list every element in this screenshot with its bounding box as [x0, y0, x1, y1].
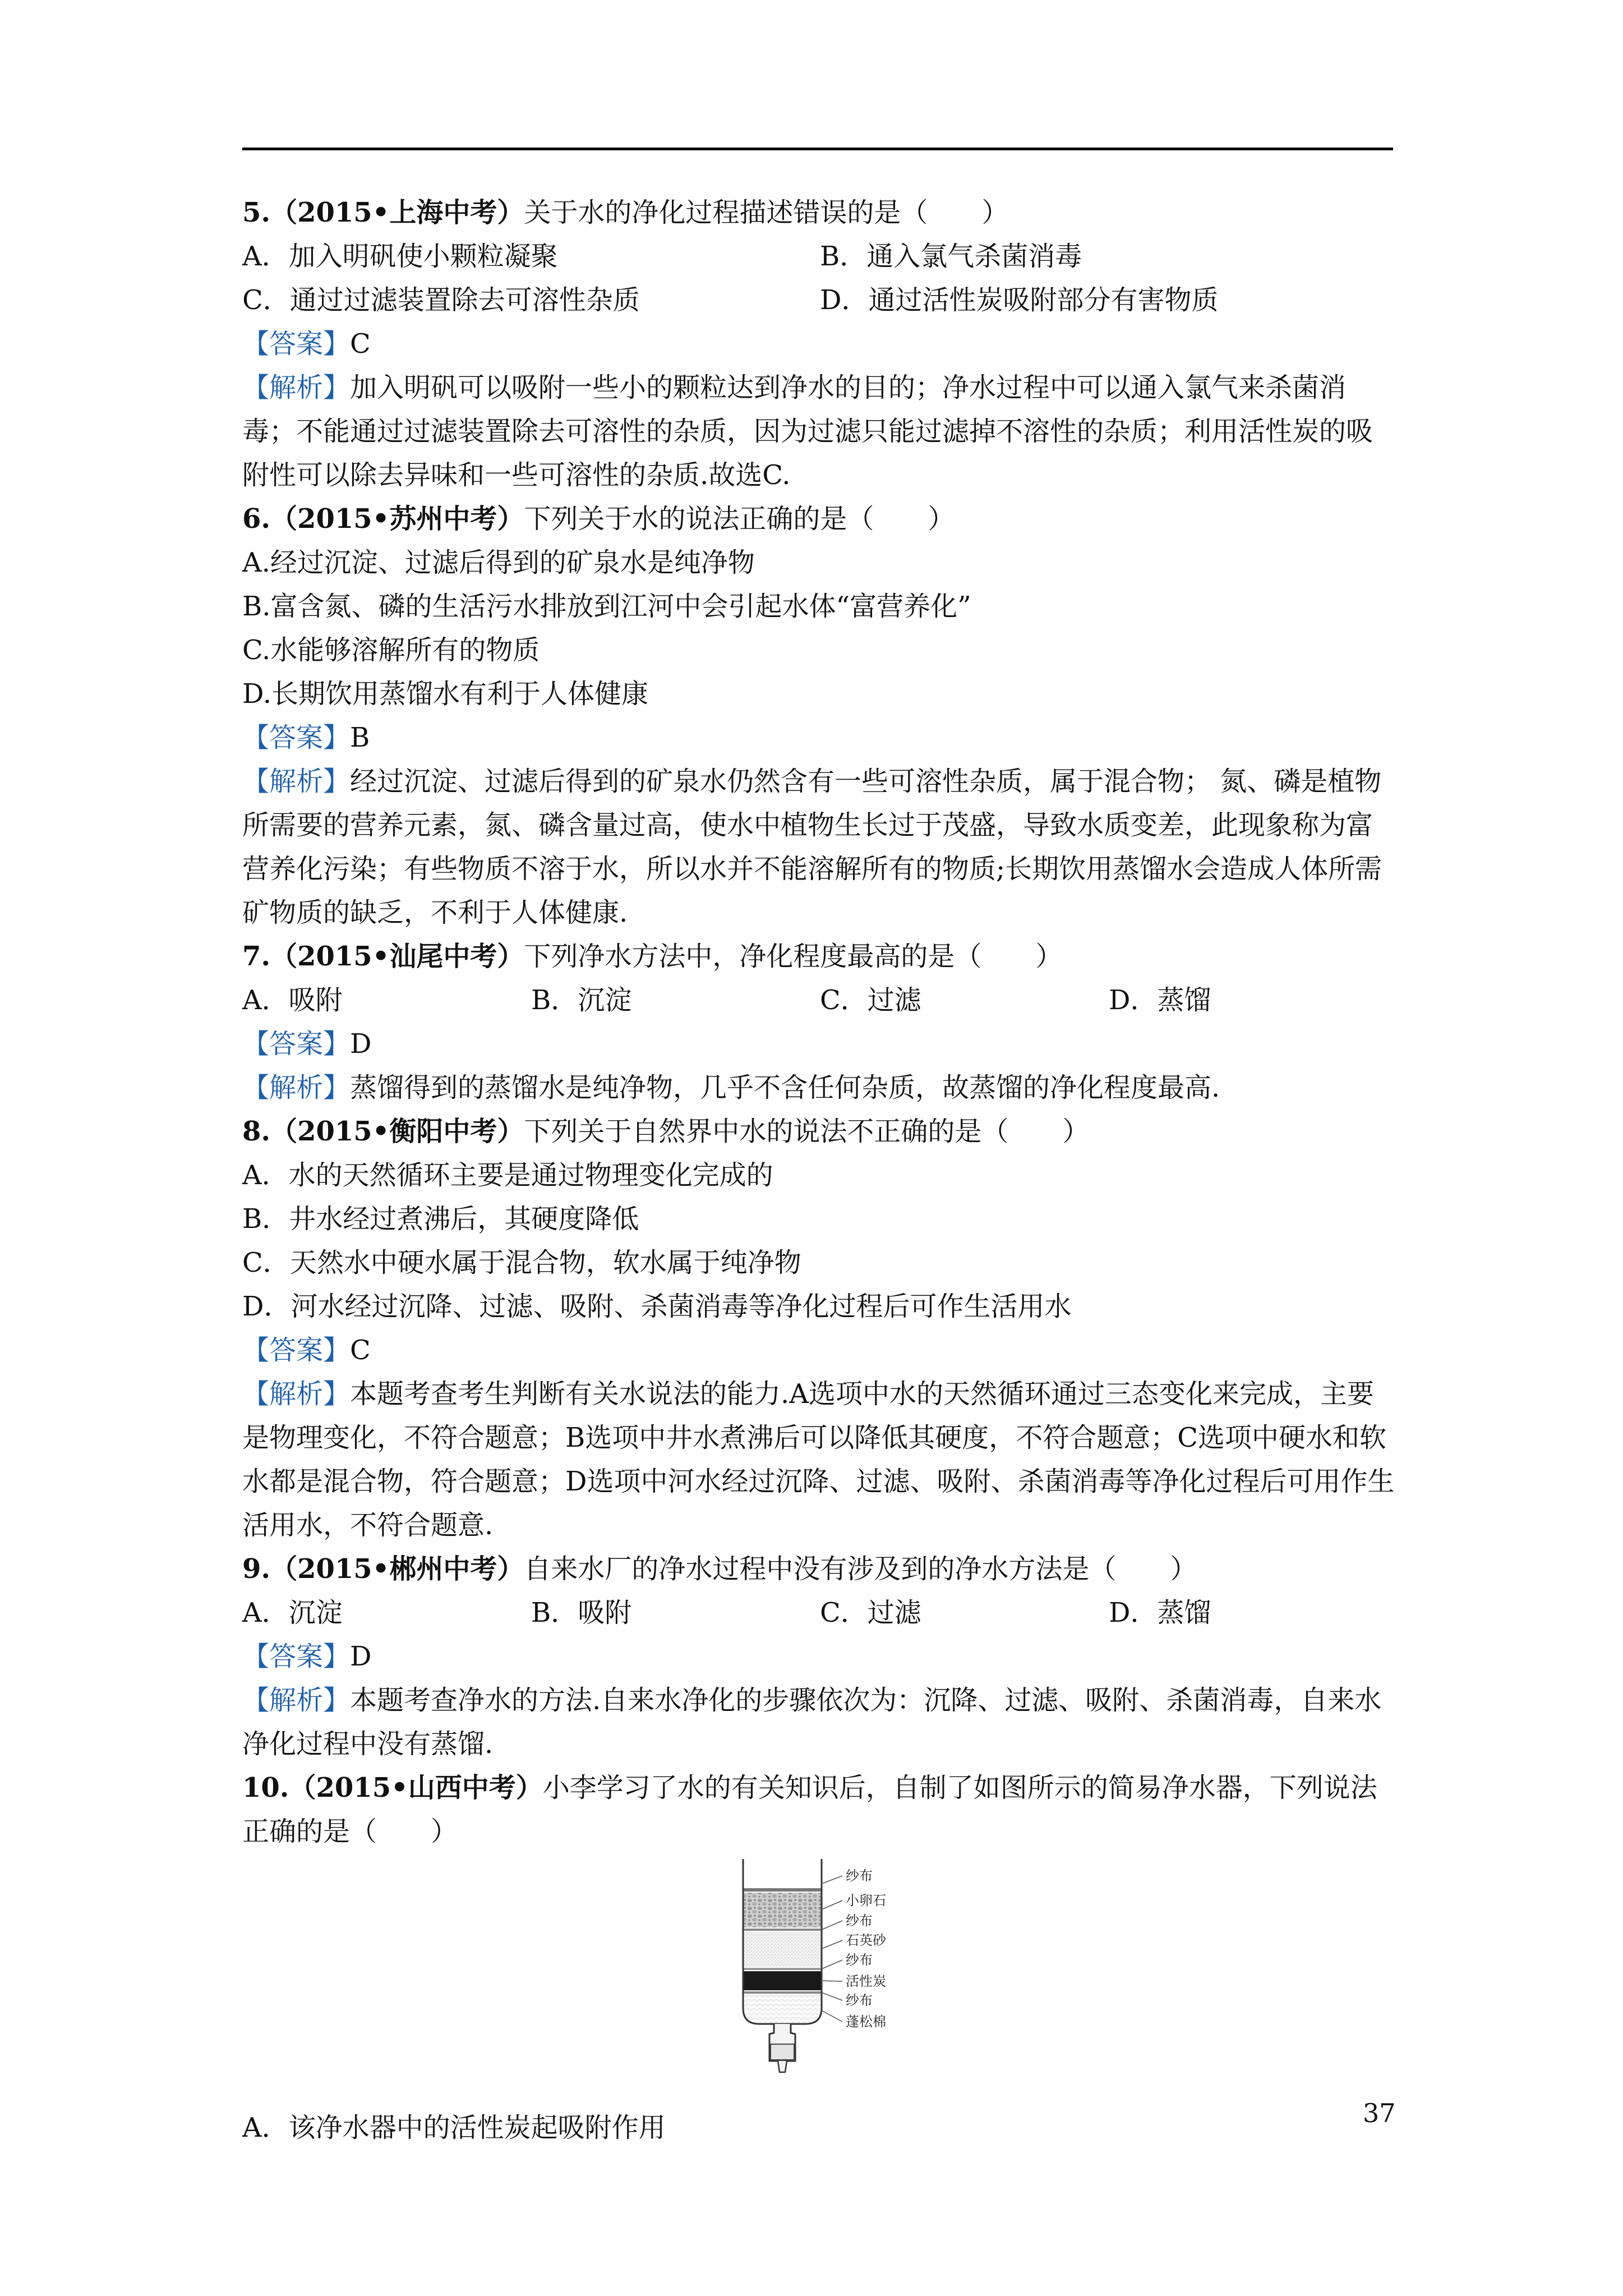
q5-option-c: C．通过过滤装置除去可溶性杂质 [242, 284, 640, 316]
q6-option-d: D.长期饮用蒸馏水有利于人体健康 [242, 678, 649, 710]
question-9-number: 9.（2015•郴州中考） [242, 1553, 524, 1585]
q9-option-d: D．蒸馏 [1109, 1597, 1211, 1628]
q6-option-c: C.水能够溶解所有的物质 [242, 634, 540, 666]
q7-option-c: C．过滤 [820, 984, 921, 1016]
question-9-stem: 自来水厂的净水过程中没有涉及到的净水方法是（ ） [524, 1553, 1197, 1585]
question-9-analysis [242, 1678, 1398, 1766]
question-5-analysis [242, 366, 1398, 497]
q6-option-b: B.富含氮、磷的生活污水排放到江河中会引起水体“富营养化” [242, 591, 971, 622]
question-5-answer [242, 322, 1398, 366]
question-10-stem: 小李学习了水的有关知识后，自制了如图所示的简易净水器，下列说法正确的是（ ） [242, 1772, 1377, 1847]
figure-labels [846, 1868, 887, 2030]
q7-answer-value: D [350, 1028, 372, 1060]
analysis-label: 【解析】 [242, 1378, 351, 1410]
label-gauze-1: 纱布 [846, 1868, 873, 1884]
gauze-layer-top [743, 1888, 822, 1892]
water-filter-diagram [242, 1859, 1398, 2095]
question-5 [242, 191, 1398, 234]
label-gauze-3: 纱布 [846, 1952, 873, 1968]
answer-label: 【答案】 [242, 1028, 351, 1060]
q9-answer-value: D [350, 1641, 372, 1672]
filter-column [743, 1859, 822, 2072]
question-8 [242, 1110, 1398, 1153]
answer-label: 【答案】 [242, 722, 351, 753]
q8-option-c: C．天然水中硬水属于混合物，软水属于纯净物 [242, 1247, 801, 1278]
question-7-answer [242, 1022, 1398, 1066]
question-7-stem: 下列净水方法中，净化程度最高的是（ ） [524, 941, 1063, 972]
water-filter-figure [242, 1859, 1398, 2095]
q7-analysis-text: 蒸馏得到的蒸馏水是纯净物，几乎不含任何杂质，故蒸馏的净化程度最高. [350, 1072, 1220, 1103]
q7-option-a: A．吸附 [242, 984, 343, 1016]
gauze-layer-4 [743, 1991, 822, 1994]
question-6-stem: 下列关于水的说法正确的是（ ） [524, 503, 955, 535]
q9-option-b: B．吸附 [531, 1597, 632, 1628]
question-7 [242, 935, 1398, 978]
quartz-sand-layer [743, 1932, 822, 1967]
q9-analysis-text: 本题考查净水的方法.自来水净化的步骤依次为：沉降、过滤、吸附、杀菌消毒，自来水净化过程中没有蒸馏. [242, 1685, 1382, 1760]
q5-answer-value: C [350, 328, 371, 360]
question-5-stem: 关于水的净化过程描述错误的是（ ） [524, 197, 1009, 228]
question-8-answer [242, 1328, 1398, 1372]
q5-option-d: D．通过活性炭吸附部分有害物质 [820, 284, 1219, 316]
gauze-layer-2 [743, 1929, 822, 1931]
analysis-label: 【解析】 [242, 766, 351, 797]
gauze-layer-3 [743, 1968, 822, 1970]
pebble-layer [743, 1893, 822, 1927]
header-rule [242, 148, 1393, 150]
analysis-label: 【解析】 [242, 1072, 351, 1103]
question-6-number: 6.（2015•苏州中考） [242, 503, 524, 535]
question-7-number: 7.（2015•汕尾中考） [242, 941, 524, 972]
cotton-layer [743, 1995, 822, 2023]
question-7-options [242, 978, 1398, 1022]
q8-option-d: D．河水经过沉降、过滤、吸附、杀菌消毒等净化过程后可作生活用水 [242, 1291, 1072, 1322]
q6-answer-value: B [350, 722, 370, 753]
q8-analysis-text: 本题考查考生判断有关水说法的能力.A选项中水的天然循环通过三态变化来完成，主要是物理变化，不符合题意；B选项中井水煮沸后可以降低其硬度，不符合题意；C选项中硬水和软水都是混合物，符合题意；D选项中河水经过沉降、过滤、吸附、杀菌消毒等净化过程后可用作生活用水，不符合题意. [242, 1378, 1395, 1541]
q9-option-a: A．沉淀 [242, 1597, 343, 1628]
q7-option-b: B．沉淀 [531, 984, 632, 1016]
q9-option-c: C．过滤 [820, 1597, 921, 1628]
answer-label: 【答案】 [242, 1641, 351, 1672]
q8-option-a: A．水的天然循环主要是通过物理变化完成的 [242, 1159, 773, 1191]
q8-answer-value: C [350, 1335, 371, 1366]
label-gauze-4: 纱布 [846, 1993, 873, 2008]
q5-option-a: A．加入明矾使小颗粒凝聚 [242, 241, 558, 272]
outlet-tip [778, 2061, 787, 2072]
q6-analysis-text: 经过沉淀、过滤后得到的矿泉水仍然含有一些可溶性杂质，属于混合物； 氮、磷是植物所需要的营养元素，氮、磷含量过高，使水中植物生长过于茂盛，导致水质变差，此现象称为富营养化污染；有些物质不溶于水，所以水并不能溶解所有的物质;长期饮用蒸馏水会造成人体所需矿物质的缺乏，不利于人体健康. [242, 766, 1382, 928]
q10-option-a: A．该净水器中的活性炭起吸附作用 [242, 2112, 666, 2143]
question-8-stem: 下列关于自然界中水的说法不正确的是（ ） [524, 1116, 1090, 1147]
question-8-analysis [242, 1372, 1398, 1547]
question-6-analysis [242, 760, 1398, 935]
question-5-options-row-1 [242, 234, 1398, 278]
answer-label: 【答案】 [242, 328, 351, 360]
analysis-label: 【解析】 [242, 372, 351, 403]
document-body [242, 191, 1398, 2150]
answer-label: 【答案】 [242, 1335, 351, 1366]
question-9 [242, 1547, 1398, 1591]
q5-analysis-text: 加入明矾可以吸附一些小的颗粒达到净水的目的；净水过程中可以通入氯气来杀菌消毒；不能通过过滤装置除去可溶性的杂质，因为过滤只能过滤掉不溶性的杂质；利用活性炭的吸附性可以除去异味和一些可溶性的杂质.故选C. [242, 372, 1373, 491]
figure-leader-lines [822, 1876, 842, 2022]
question-8-number: 8.（2015•衡阳中考） [242, 1116, 524, 1147]
label-gauze-2: 纱布 [846, 1913, 873, 1929]
analysis-label: 【解析】 [242, 1685, 351, 1716]
bottle-cap [771, 2044, 794, 2060]
question-6 [242, 497, 1398, 541]
activated-carbon-layer [743, 1971, 822, 1990]
question-10 [242, 1766, 1398, 1853]
question-6-answer [242, 716, 1398, 760]
question-5-number: 5.（2015•上海中考） [242, 197, 524, 228]
label-cotton: 蓬松棉 [846, 2014, 886, 2030]
question-10-number: 10.（2015•山西中考） [242, 1772, 543, 1803]
label-quartz-sand: 石英砂 [846, 1932, 886, 1948]
question-7-analysis [242, 1066, 1398, 1110]
label-activated-carbon: 活性炭 [846, 1973, 886, 1989]
question-9-options [242, 1591, 1398, 1635]
label-pebbles: 小卵石 [846, 1893, 886, 1908]
q7-option-d: D．蒸馏 [1109, 984, 1211, 1016]
q5-option-b: B．通入氯气杀菌消毒 [820, 241, 1082, 272]
question-5-options-row-2 [242, 278, 1398, 322]
page-number: 37 [1363, 2098, 1396, 2128]
q8-option-b: B．井水经过煮沸后，其硬度降低 [242, 1203, 639, 1235]
question-9-answer [242, 1635, 1398, 1678]
q6-option-a: A.经过沉淀、过滤后得到的矿泉水是纯净物 [242, 547, 755, 578]
